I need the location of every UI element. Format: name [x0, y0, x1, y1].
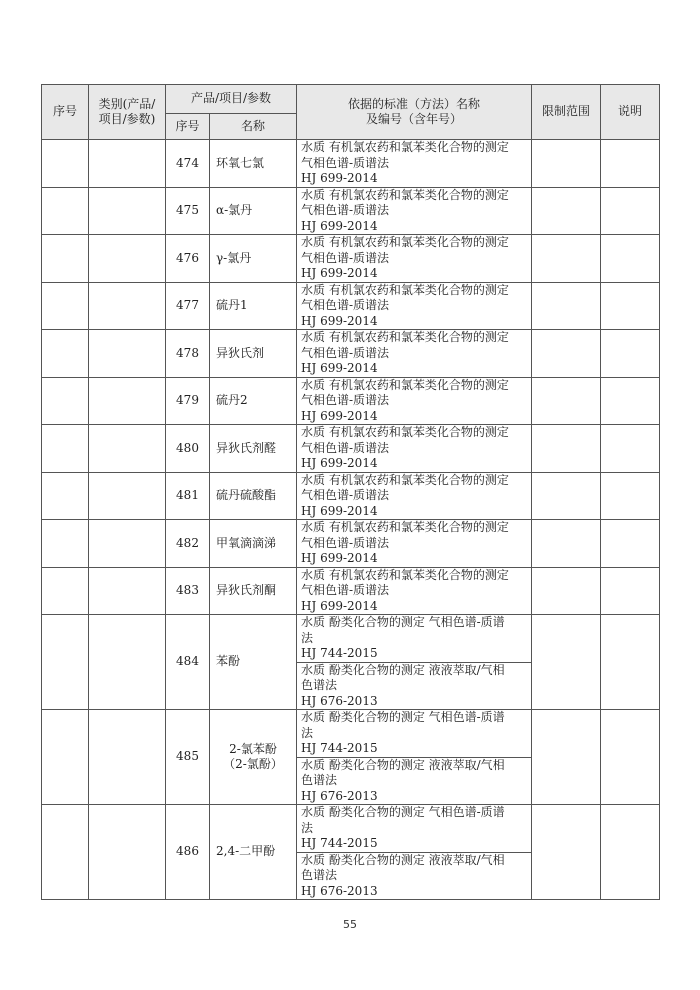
cell-limit: [532, 235, 601, 283]
cell-seq: [42, 187, 89, 235]
cell-category: [89, 425, 166, 473]
standard-title-line: 色谱法: [301, 868, 338, 882]
page-number: 55: [343, 918, 357, 931]
standard-title-line: 气相色谱-质谱法: [301, 393, 390, 407]
cell-seq: [42, 282, 89, 330]
cell-note: [601, 710, 660, 805]
cell-seq: [42, 805, 89, 900]
cell-item-name: 甲氧滴滴涕: [210, 520, 297, 568]
standard-code: HJ 699-2014: [301, 313, 378, 328]
table-body: [42, 140, 660, 900]
cell-category: [89, 187, 166, 235]
cell-standard: [297, 805, 532, 853]
cell-note: [601, 472, 660, 520]
cell-standard: [297, 140, 532, 188]
cell-note: [601, 567, 660, 615]
cell-limit: [532, 330, 601, 378]
table-row: [42, 615, 660, 663]
cell-note: [601, 615, 660, 710]
standard-title-line: 气相色谱-质谱法: [301, 440, 390, 455]
cell-standard: [297, 425, 532, 473]
cell-limit: [532, 567, 601, 615]
standard-title-line: 色谱法: [301, 773, 338, 787]
standard-code: HJ 699-2014: [301, 598, 378, 613]
standard-title-line: 气相色谱-质谱法: [301, 535, 390, 550]
standard-code: HJ 699-2014: [301, 551, 378, 565]
standard-title-line: 水质 有机氯农药和氯苯类化合物的测定: [301, 187, 509, 202]
cell-item-number: 485: [166, 710, 210, 805]
standard-title-line: 水质 酚类化合物的测定 气相色谱-质谱: [301, 710, 505, 724]
standard-title-line: 法: [301, 820, 314, 835]
cell-seq: [42, 140, 89, 188]
cell-category: [89, 805, 166, 900]
cell-limit: [532, 140, 601, 188]
header-limit: 限制范围: [532, 85, 601, 140]
cell-note: [601, 187, 660, 235]
standard-title-line: 水质 有机氯农药和氯苯类化合物的测定: [301, 520, 509, 534]
table-row: [42, 425, 660, 473]
table-row: [42, 520, 660, 568]
standard-title-line: 水质 酚类化合物的测定 气相色谱-质谱: [301, 615, 505, 629]
cell-standard: [297, 567, 532, 615]
table-row: [42, 805, 660, 853]
standard-title-line: 水质 酚类化合物的测定 液液萃取/气相: [301, 757, 505, 772]
cell-item-number: 479: [166, 377, 210, 425]
cell-standard: [297, 710, 532, 758]
standards-table: [41, 84, 660, 900]
table-row: [42, 472, 660, 520]
cell-item-number: 478: [166, 330, 210, 378]
cell-item-name: [210, 710, 297, 805]
cell-standard: [297, 377, 532, 425]
cell-category: [89, 520, 166, 568]
cell-limit: [532, 805, 601, 900]
cell-item-name: 异狄氏剂: [210, 330, 297, 378]
cell-item-number: 476: [166, 235, 210, 283]
header-sub-seq: 序号: [166, 114, 210, 140]
standard-title-line: 气相色谱-质谱法: [301, 488, 390, 502]
header-standard: [297, 85, 532, 140]
cell-category: [89, 140, 166, 188]
cell-standard: [297, 235, 532, 283]
cell-item-number: 477: [166, 282, 210, 330]
table-row: [42, 140, 660, 188]
cell-category: [89, 377, 166, 425]
cell-standard: [297, 187, 532, 235]
standard-title-line: 水质 酚类化合物的测定 液液萃取/气相: [301, 852, 505, 867]
table-row: [42, 282, 660, 330]
cell-item-number: 484: [166, 615, 210, 710]
cell-item-name: 异狄氏剂酮: [210, 567, 297, 615]
table-row: [42, 710, 660, 758]
cell-seq: [42, 472, 89, 520]
standard-code: HJ 676-2013: [301, 693, 378, 708]
cell-item-name: 硫丹硫酸酯: [210, 472, 297, 520]
cell-seq: [42, 615, 89, 710]
cell-standard: [297, 282, 532, 330]
header-standard-line1: 依据的标准（方法）名称: [347, 96, 480, 111]
cell-category: [89, 282, 166, 330]
cell-seq: [42, 330, 89, 378]
cell-item-name: 异狄氏剂醛: [210, 425, 297, 473]
standard-title-line: 水质 有机氯农药和氯苯类化合物的测定: [301, 377, 509, 392]
standard-code: HJ 744-2015: [301, 741, 378, 755]
header-note: 说明: [601, 85, 660, 140]
header-standard-line2: 及编号（含年号）: [365, 112, 462, 126]
cell-seq: [42, 520, 89, 568]
cell-standard: [297, 615, 532, 663]
cell-category: [89, 615, 166, 710]
cell-item-number: 480: [166, 425, 210, 473]
standard-title-line: 水质 酚类化合物的测定 液液萃取/气相: [301, 662, 505, 677]
table-row: [42, 235, 660, 283]
cell-item-name: 硫丹2: [210, 377, 297, 425]
table-row: [42, 567, 660, 615]
cell-limit: [532, 472, 601, 520]
standard-title-line: 水质 有机氯农药和氯苯类化合物的测定: [301, 235, 509, 249]
cell-item-name: 环氧七氯: [210, 140, 297, 188]
standard-title-line: 法: [301, 630, 314, 645]
standard-title-line: 水质 有机氯农药和氯苯类化合物的测定: [301, 567, 509, 582]
cell-item-name: γ-氯丹: [210, 235, 297, 283]
standard-title-line: 气相色谱-质谱法: [301, 203, 390, 217]
standard-code: HJ 676-2013: [301, 883, 378, 898]
cell-item-name: 硫丹1: [210, 282, 297, 330]
standard-title-line: 水质 有机氯农药和氯苯类化合物的测定: [301, 282, 509, 297]
cell-item-name: 苯酚: [210, 615, 297, 710]
cell-note: [601, 282, 660, 330]
header-product-group: 产品/项目/参数: [166, 85, 297, 114]
standard-title-line: 气相色谱-质谱法: [301, 155, 390, 170]
standard-title-line: 法: [301, 725, 314, 740]
cell-standard: [297, 757, 532, 805]
cell-standard: [297, 520, 532, 568]
header-category-line2: 项目/参数): [98, 112, 156, 126]
standard-code: HJ 699-2014: [301, 408, 378, 423]
cell-limit: [532, 377, 601, 425]
cell-item-number: 474: [166, 140, 210, 188]
cell-category: [89, 330, 166, 378]
standard-title-line: 水质 有机氯农药和氯苯类化合物的测定: [301, 472, 509, 487]
cell-category: [89, 235, 166, 283]
header-category-line1: 类别(产品/: [98, 96, 156, 111]
cell-category: [89, 567, 166, 615]
standard-code: HJ 699-2014: [301, 218, 378, 233]
cell-item-number: 486: [166, 805, 210, 900]
cell-note: [601, 425, 660, 473]
standard-title-line: 气相色谱-质谱法: [301, 345, 390, 360]
standard-code: HJ 699-2014: [301, 503, 378, 518]
cell-standard: [297, 472, 532, 520]
item-name-line1: 2-氯苯酚: [229, 741, 277, 756]
cell-item-number: 483: [166, 567, 210, 615]
cell-item-name: 2,4-二甲酚: [210, 805, 297, 900]
cell-seq: [42, 377, 89, 425]
cell-limit: [532, 710, 601, 805]
standard-title-line: 色谱法: [301, 678, 338, 692]
standard-title-line: 水质 有机氯农药和氯苯类化合物的测定: [301, 425, 509, 439]
standard-code: HJ 744-2015: [301, 646, 378, 660]
cell-limit: [532, 187, 601, 235]
cell-item-number: 482: [166, 520, 210, 568]
header-sub-name: 名称: [210, 114, 297, 140]
cell-item-number: 481: [166, 472, 210, 520]
cell-category: [89, 710, 166, 805]
table-row: [42, 377, 660, 425]
standard-title-line: 水质 有机氯农药和氯苯类化合物的测定: [301, 330, 509, 344]
cell-seq: [42, 567, 89, 615]
standard-code: HJ 676-2013: [301, 788, 378, 803]
cell-seq: [42, 235, 89, 283]
cell-standard: [297, 662, 532, 710]
cell-limit: [532, 425, 601, 473]
standard-title-line: 水质 酚类化合物的测定 气相色谱-质谱: [301, 805, 505, 819]
standard-title-line: 水质 有机氯农药和氯苯类化合物的测定: [301, 140, 509, 154]
standard-code: HJ 699-2014: [301, 456, 378, 470]
standard-title-line: 气相色谱-质谱法: [301, 298, 390, 312]
header-category: [89, 85, 166, 140]
cell-standard: [297, 852, 532, 900]
cell-note: [601, 330, 660, 378]
header-seq: 序号: [42, 85, 89, 140]
cell-item-name: α-氯丹: [210, 187, 297, 235]
cell-category: [89, 472, 166, 520]
standard-title-line: 气相色谱-质谱法: [301, 583, 390, 597]
table-row: [42, 187, 660, 235]
cell-seq: [42, 710, 89, 805]
cell-limit: [532, 615, 601, 710]
cell-standard: [297, 330, 532, 378]
cell-note: [601, 805, 660, 900]
item-name-line2: （2-氯酚）: [223, 757, 283, 771]
standard-title-line: 气相色谱-质谱法: [301, 250, 390, 265]
cell-note: [601, 140, 660, 188]
cell-seq: [42, 425, 89, 473]
standard-code: HJ 699-2014: [301, 171, 378, 185]
standard-code: HJ 744-2015: [301, 836, 378, 850]
standard-code: HJ 699-2014: [301, 266, 378, 280]
cell-item-number: 475: [166, 187, 210, 235]
cell-note: [601, 520, 660, 568]
cell-limit: [532, 520, 601, 568]
cell-note: [601, 235, 660, 283]
cell-limit: [532, 282, 601, 330]
standard-code: HJ 699-2014: [301, 361, 378, 375]
cell-note: [601, 377, 660, 425]
table-row: [42, 330, 660, 378]
